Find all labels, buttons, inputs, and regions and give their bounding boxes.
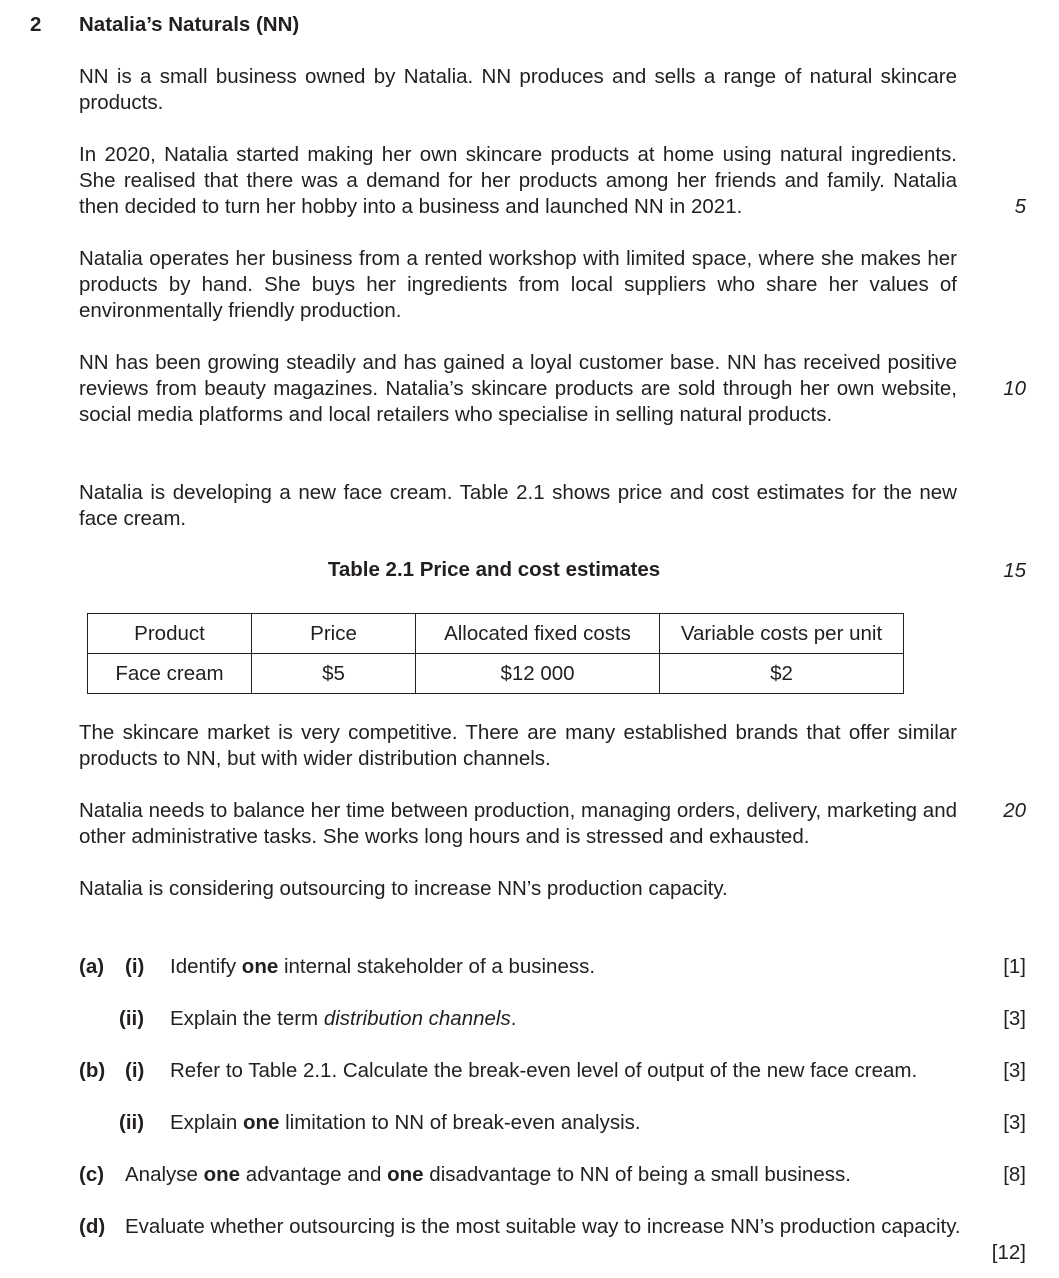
part-b-i-mark: [3]	[1003, 1059, 1026, 1082]
line-number-15: 15	[1003, 559, 1026, 582]
table-header-row	[88, 614, 904, 654]
paragraph-8: Natalia is considering outsourcing to increase NN’s production capacity.	[79, 877, 728, 900]
line-number-10: 10	[1003, 377, 1026, 400]
part-b-label: (b)	[79, 1059, 106, 1082]
part-a-i-mark: [1]	[1003, 955, 1026, 978]
line-number-20: 20	[1003, 799, 1026, 822]
part-c-label: (c)	[79, 1163, 105, 1186]
table-cell: $12 000	[416, 654, 660, 694]
paragraph-5: Natalia is developing a new face cream. Table 2.1 shows price and cost estimates for the new face cream.	[79, 481, 957, 530]
part-a-ii-text: Explain the term distribution channels.	[170, 1007, 517, 1030]
paragraph-4: NN has been growing steadily and has gained a loyal customer base. NN has received positive reviews from beauty magazines. Natalia’s skincare products are sold through her own website, social media platforms and local retailers who specialise in selling natural products.	[79, 351, 957, 426]
part-a-i-text: Identify one internal stakeholder of a business.	[170, 955, 596, 978]
table-cell: $5	[252, 654, 416, 694]
part-a-i-label: (i)	[125, 955, 145, 978]
table-header-cell: Price	[252, 614, 416, 654]
part-b-i-text: Refer to Table 2.1. Calculate the break-even level of output of the new face cream.	[170, 1059, 918, 1082]
table-header-cell: Allocated fixed costs	[416, 614, 660, 654]
table-cell: Face cream	[88, 654, 252, 694]
part-d-label: (d)	[79, 1215, 106, 1238]
part-b-ii-label: (ii)	[119, 1111, 145, 1134]
table-caption: Table 2.1 Price and cost estimates	[327, 558, 661, 581]
part-c-mark: [8]	[1003, 1163, 1026, 1186]
part-a-ii-label: (ii)	[119, 1007, 145, 1030]
question-title: Natalia’s Naturals (NN)	[79, 13, 300, 36]
part-c-text: Analyse one advantage and one disadvantage to NN of being a small business.	[125, 1163, 851, 1186]
part-b-ii-text: Explain one limitation to NN of break-even analysis.	[170, 1111, 641, 1134]
paragraph-2: In 2020, Natalia started making her own skincare products at home using natural ingredients. She realised that there was a demand for her products among her friends and family. Natalia then decided to turn her hobby into a business and launched NN in 2021.	[79, 143, 957, 218]
table-row	[88, 654, 904, 694]
table-header-cell: Variable costs per unit	[660, 614, 904, 654]
line-number-5: 5	[1014, 195, 1026, 218]
table-header-cell: Product	[88, 614, 252, 654]
part-d-mark: [12]	[991, 1241, 1026, 1264]
part-b-ii-mark: [3]	[1003, 1111, 1026, 1134]
part-a-ii-mark: [3]	[1003, 1007, 1026, 1030]
table-cell: $2	[660, 654, 904, 694]
price-cost-table	[87, 613, 904, 694]
question-number: 2	[30, 13, 42, 36]
paragraph-6: The skincare market is very competitive. There are many established brands that offer similar products to NN, but with wider distribution channels.	[79, 721, 957, 770]
paragraph-3: Natalia operates her business from a rented workshop with limited space, where she makes her products by hand. She buys her ingredients from local suppliers who share her values of environmentally friendly production.	[79, 247, 957, 322]
paragraph-1: NN is a small business owned by Natalia. NN produces and sells a range of natural skincare products.	[79, 65, 957, 114]
paragraph-7: Natalia needs to balance her time between production, managing orders, delivery, marketing and other administrative tasks. She works long hours and is stressed and exhausted.	[79, 799, 957, 848]
part-b-i-label: (i)	[125, 1059, 145, 1082]
part-d-text: Evaluate whether outsourcing is the most suitable way to increase NN’s production capacity.	[125, 1215, 961, 1238]
part-a-label: (a)	[79, 955, 105, 978]
